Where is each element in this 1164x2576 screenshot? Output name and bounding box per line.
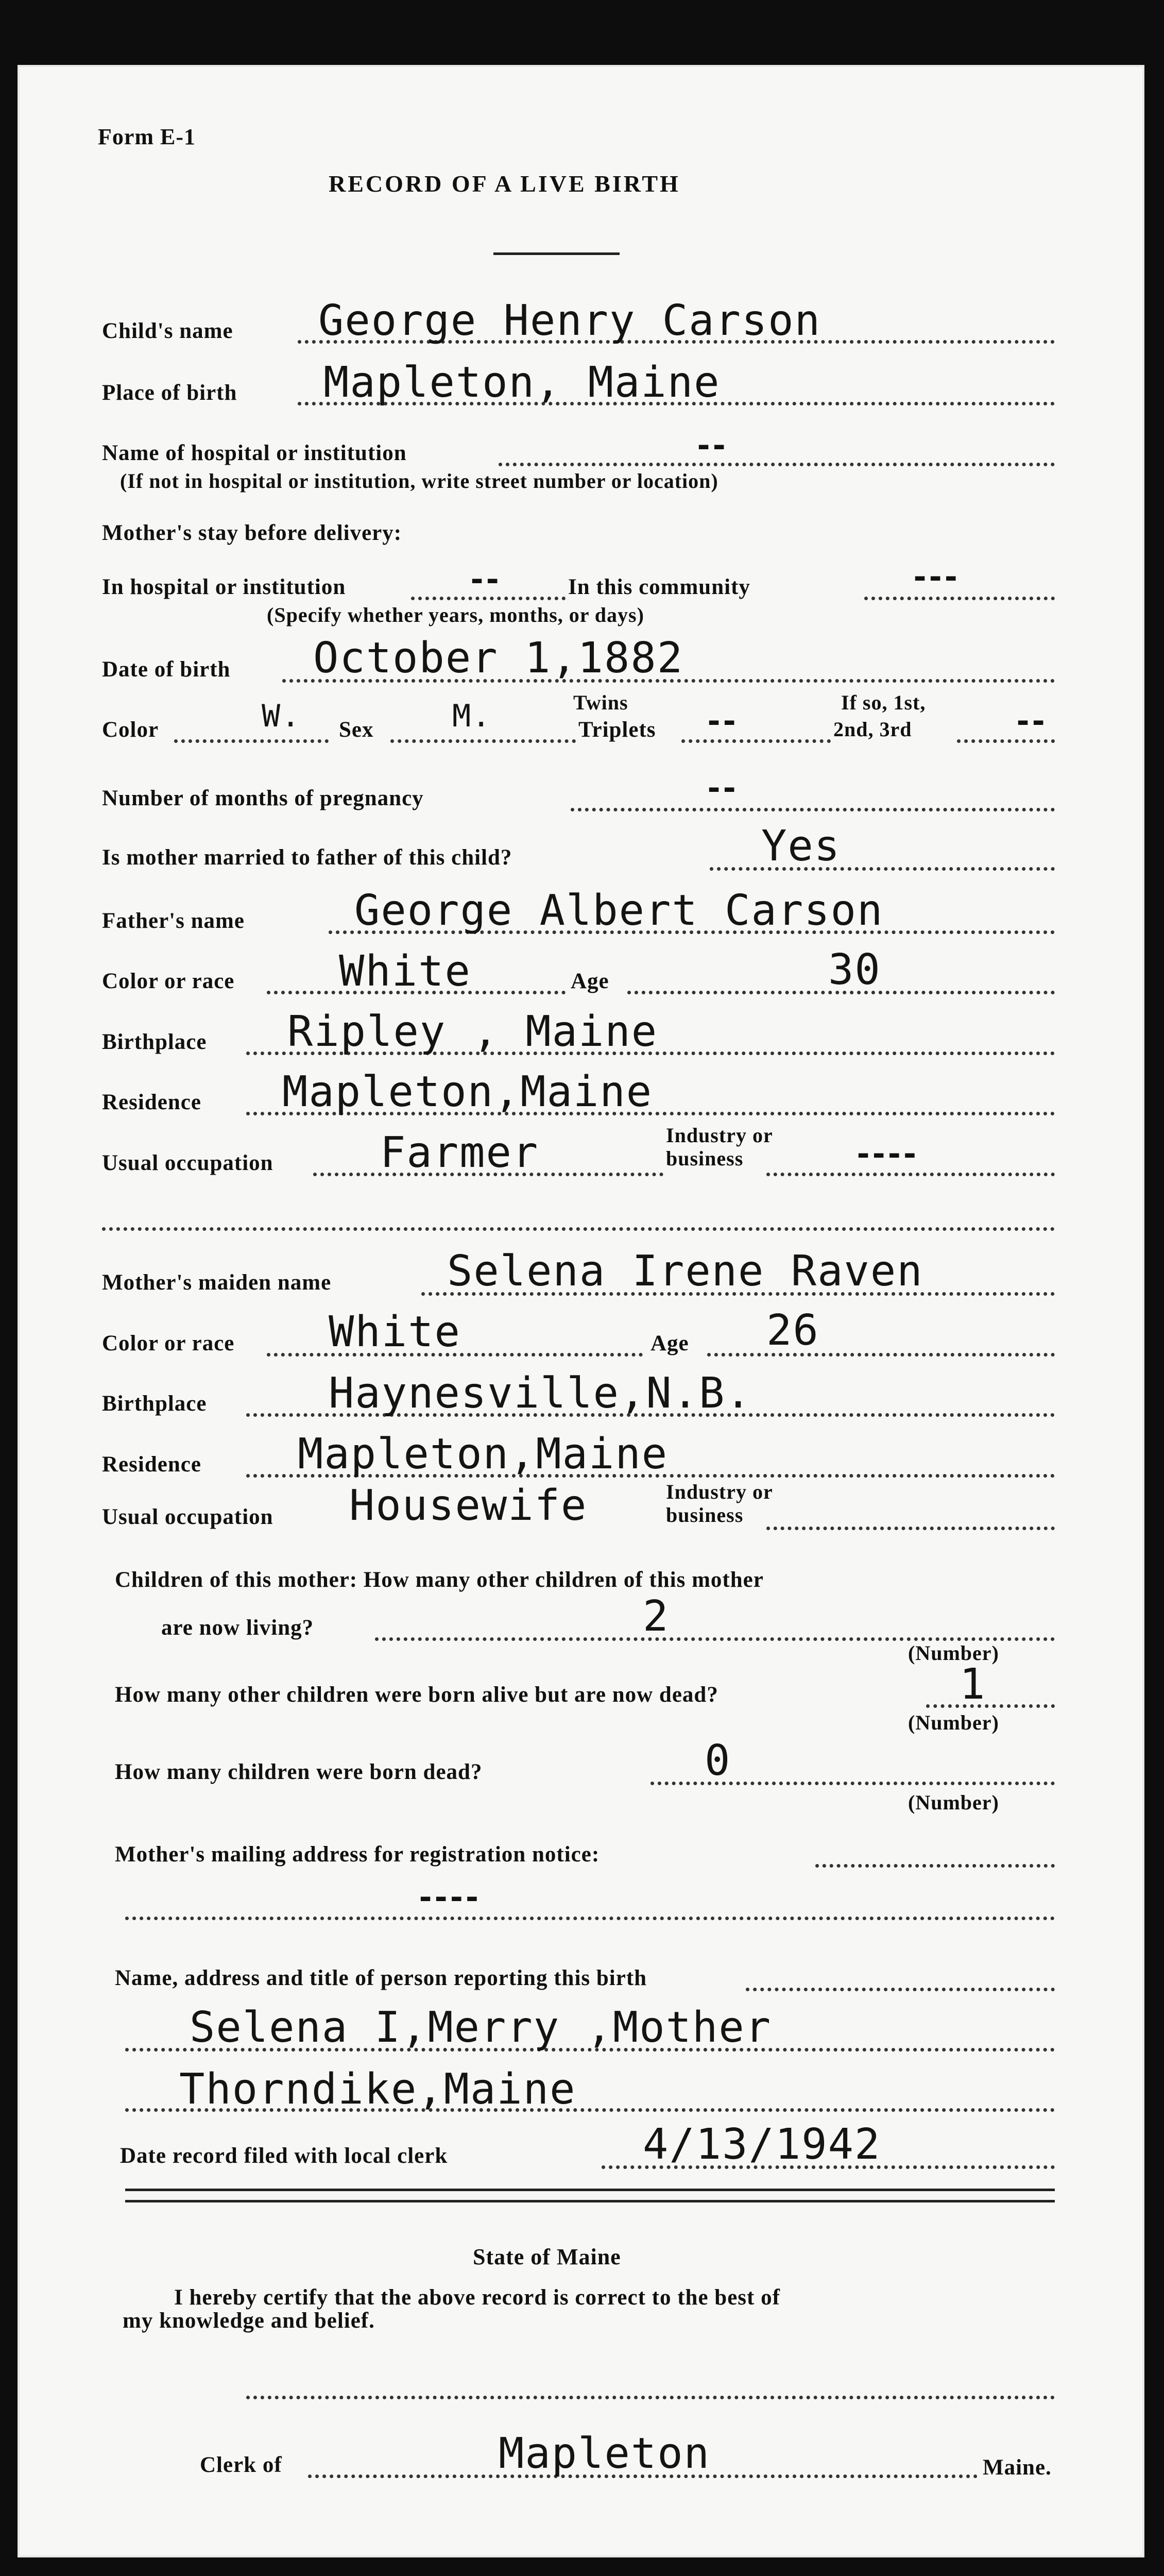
father-name-value: George Albert Carson [354, 886, 884, 935]
mother-maiden-value: Selena Irene Raven [447, 1247, 923, 1296]
order-label-2: 2nd, 3rd [833, 718, 912, 741]
mother-occupation-label: Usual occupation [102, 1505, 273, 1529]
mailing-label: Mother's mailing address for registration notice: [115, 1842, 600, 1867]
married-value: Yes [761, 822, 841, 871]
father-name-label: Father's name [102, 909, 245, 933]
sex-value: M. [452, 698, 492, 734]
place-of-birth-value: Mapleton, Maine [323, 358, 721, 407]
father-race-value: White [339, 947, 471, 996]
children-question-1b: are now living? [161, 1616, 314, 1640]
section-divider-top [125, 2189, 1055, 2191]
hospital-label: Name of hospital or institution [102, 441, 407, 465]
certify-line-1: I hereby certify that the above record is correct to the best of [174, 2285, 780, 2310]
father-age-value: 30 [828, 945, 881, 994]
father-occupation-value: Farmer [380, 1128, 539, 1177]
color-value: W. [262, 698, 301, 734]
in-community-value: --- [911, 559, 957, 595]
child-name-value: George Henry Carson [318, 296, 821, 345]
born-dead-number-label: (Number) [908, 1791, 999, 1814]
children-question-1a: Children of this mother: How many other children of this mother [115, 1568, 764, 1592]
blank-line [102, 1227, 1055, 1231]
father-birthplace-value: Ripley , Maine [287, 1007, 658, 1056]
children-living-number-label: (Number) [908, 1641, 999, 1665]
father-birthplace-label: Birthplace [102, 1030, 207, 1054]
order-value: -- [1014, 703, 1045, 739]
place-of-birth-label: Place of birth [102, 381, 237, 405]
father-residence-label: Residence [102, 1090, 201, 1114]
mother-occupation-value: Housewife [349, 1481, 588, 1530]
form-number: Form E-1 [98, 124, 196, 149]
married-label: Is mother married to father of this child? [102, 845, 512, 870]
children-living-value: 2 [643, 1592, 670, 1641]
father-industry-value: ---- [854, 1136, 916, 1172]
months-pregnancy-value: -- [705, 770, 736, 806]
mailing-address-value: ---- [416, 1879, 478, 1916]
signature-line [246, 2396, 1055, 2399]
clerk-town-value: Mapleton [499, 2429, 710, 2478]
sex-label: Sex [339, 718, 374, 742]
mother-industry-label-2: business [666, 1503, 744, 1527]
children-dead-number-label: (Number) [908, 1711, 999, 1734]
state-heading: State of Maine [473, 2244, 621, 2269]
in-hospital-label: In hospital or institution [102, 575, 346, 599]
father-industry-label-2: business [666, 1147, 744, 1170]
born-dead-value: 0 [705, 1736, 731, 1785]
mother-birthplace-value: Haynesville,N.B. [329, 1369, 752, 1418]
father-occupation-label: Usual occupation [102, 1151, 273, 1175]
title-divider [493, 252, 620, 255]
father-industry-label-1: Industry or [666, 1124, 773, 1147]
hospital-value: -- [694, 428, 726, 464]
mother-race-value: White [329, 1308, 461, 1357]
father-race-label: Color or race [102, 969, 235, 993]
father-age-label: Age [571, 969, 609, 993]
mother-maiden-label: Mother's maiden name [102, 1270, 332, 1295]
order-label-1: If so, 1st, [841, 691, 926, 714]
months-pregnancy-label: Number of months of pregnancy [102, 786, 424, 810]
birth-record-card [20, 67, 1142, 2555]
clerk-of-label: Clerk of [200, 2453, 282, 2477]
children-question-2: How many other children were born alive but are now dead? [115, 1683, 718, 1707]
mother-age-label: Age [651, 1331, 689, 1355]
mother-residence-value: Mapleton,Maine [298, 1430, 669, 1479]
triplets-label: Triplets [578, 718, 656, 742]
children-question-3: How many children were born dead? [115, 1760, 483, 1784]
reporter-line-2: Thorndike,Maine [179, 2065, 576, 2114]
reporter-label: Name, address and title of person reporting this birth [115, 1966, 647, 1990]
date-filed-label: Date record filed with local clerk [120, 2144, 448, 2168]
certify-line-2: my knowledge and belief. [123, 2309, 375, 2333]
child-name-label: Child's name [102, 319, 233, 343]
mother-industry-label-1: Industry or [666, 1480, 773, 1503]
date-of-birth-value: October 1,1882 [313, 634, 684, 683]
section-divider-bottom [125, 2200, 1055, 2202]
mother-birthplace-label: Birthplace [102, 1392, 207, 1416]
children-dead-value: 1 [960, 1660, 986, 1709]
mother-residence-label: Residence [102, 1452, 201, 1477]
hospital-note: (If not in hospital or institution, write street number or location) [120, 469, 718, 493]
twins-label: Twins [573, 691, 628, 714]
mothers-stay-label: Mother's stay before delivery: [102, 521, 402, 545]
color-label: Color [102, 718, 159, 742]
father-residence-value: Mapleton,Maine [282, 1067, 653, 1116]
date-filed-value: 4/13/1942 [643, 2120, 881, 2169]
mother-race-label: Color or race [102, 1331, 235, 1355]
triplets-value: -- [705, 703, 736, 739]
clerk-state-label: Maine. [983, 2455, 1052, 2480]
in-hospital-value: -- [468, 562, 499, 598]
mother-age-value: 26 [766, 1306, 819, 1355]
form-title: RECORD OF A LIVE BIRTH [329, 171, 680, 197]
in-community-label: In this community [568, 575, 750, 599]
stay-note: (Specify whether years, months, or days) [267, 603, 644, 626]
date-of-birth-label: Date of birth [102, 657, 231, 682]
reporter-line-1: Selena I,Merry ,Mother [190, 2003, 772, 2052]
